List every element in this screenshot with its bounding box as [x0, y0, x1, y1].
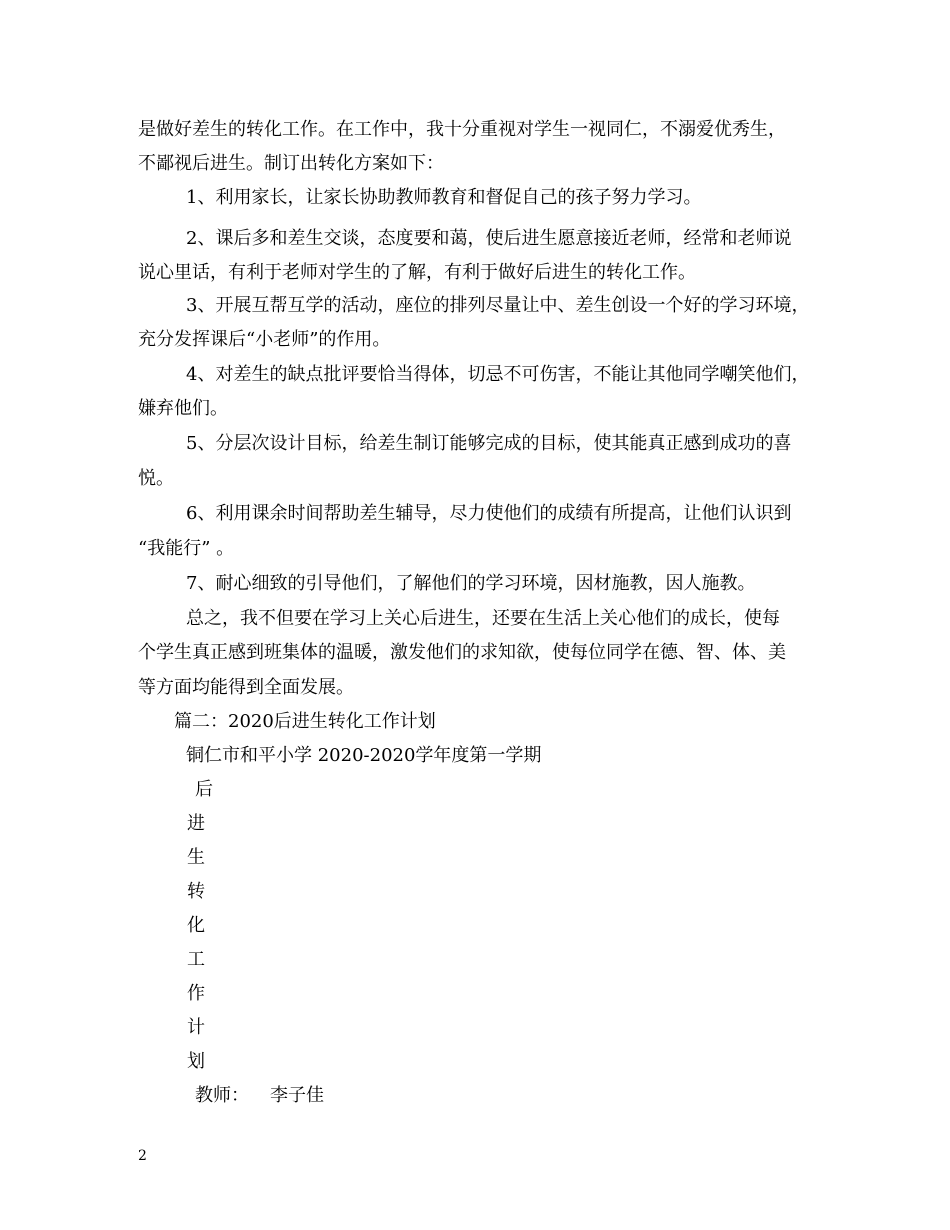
- vertical-title-char: 作: [187, 983, 205, 1004]
- vertical-title-char: 计: [187, 1017, 205, 1038]
- section-heading: 篇二：2020后进生转化工作计划: [174, 711, 436, 732]
- list-item-5: 5、分层次设计目标，给差生制订能够完成的目标，使其能真正感到成功的喜: [186, 433, 792, 454]
- list-item-2: 2、课后多和差生交谈，态度要和蔼，使后进生愿意接近老师，经常和老师说: [186, 228, 792, 249]
- paragraph-line: 个学生真正感到班集体的温暖，激发他们的求知欲，使每位同学在德、智、体、美: [138, 642, 786, 663]
- vertical-title-char: 生: [187, 847, 205, 868]
- paragraph-line: 嫌弃他们。: [138, 398, 228, 419]
- list-item-7: 7、耐心细致的引导他们，了解他们的学习环境，因材施教，因人施教。: [186, 573, 756, 594]
- school-term-line: 铜仁市和平小学 2020-2020学年度第一学期: [186, 745, 542, 766]
- paragraph-line: 是做好差生的转化工作。在工作中，我十分重视对学生一视同仁，不溺爱优秀生，: [138, 119, 786, 140]
- vertical-title-char: 划: [187, 1051, 205, 1072]
- page-number: 2: [138, 1148, 147, 1164]
- list-item-1: 1、利用家长，让家长协助教师教育和督促自己的孩子努力学习。: [186, 187, 702, 208]
- teacher-label: 教师：: [195, 1085, 249, 1106]
- vertical-title-char: 转: [187, 881, 205, 902]
- paragraph-line: 说心里话，有利于老师对学生的了解，有利于做好后进生的转化工作。: [138, 262, 696, 283]
- paragraph-line: 等方面均能得到全面发展。: [138, 677, 354, 698]
- summary-paragraph: 总之，我不但要在学习上关心后进生，还要在生活上关心他们的成长，使每: [186, 608, 780, 629]
- vertical-title-char: 进: [187, 813, 205, 834]
- paragraph-line: 充分发挥课后“小老师”的作用。: [138, 329, 391, 350]
- vertical-title-char: 化: [187, 915, 205, 936]
- paragraph-line: 不鄙视后进生。制订出转化方案如下：: [138, 153, 444, 174]
- list-item-6: 6、利用课余时间帮助差生辅导，尽力使他们的成绩有所提高，让他们认识到: [186, 503, 792, 524]
- teacher-name: 李子佳: [270, 1085, 324, 1106]
- vertical-title-char: 后: [195, 779, 213, 800]
- vertical-title-char: 工: [187, 949, 205, 970]
- list-item-3: 3、开展互帮互学的活动，座位的排列尽量让中、差生创设一个好的学习环境，: [186, 295, 810, 316]
- paragraph-line: “我能行” 。: [138, 538, 235, 559]
- paragraph-line: 悦。: [138, 468, 174, 489]
- list-item-4: 4、对差生的缺点批评要恰当得体，切忌不可伤害，不能让其他同学嘲笑他们，: [186, 364, 810, 385]
